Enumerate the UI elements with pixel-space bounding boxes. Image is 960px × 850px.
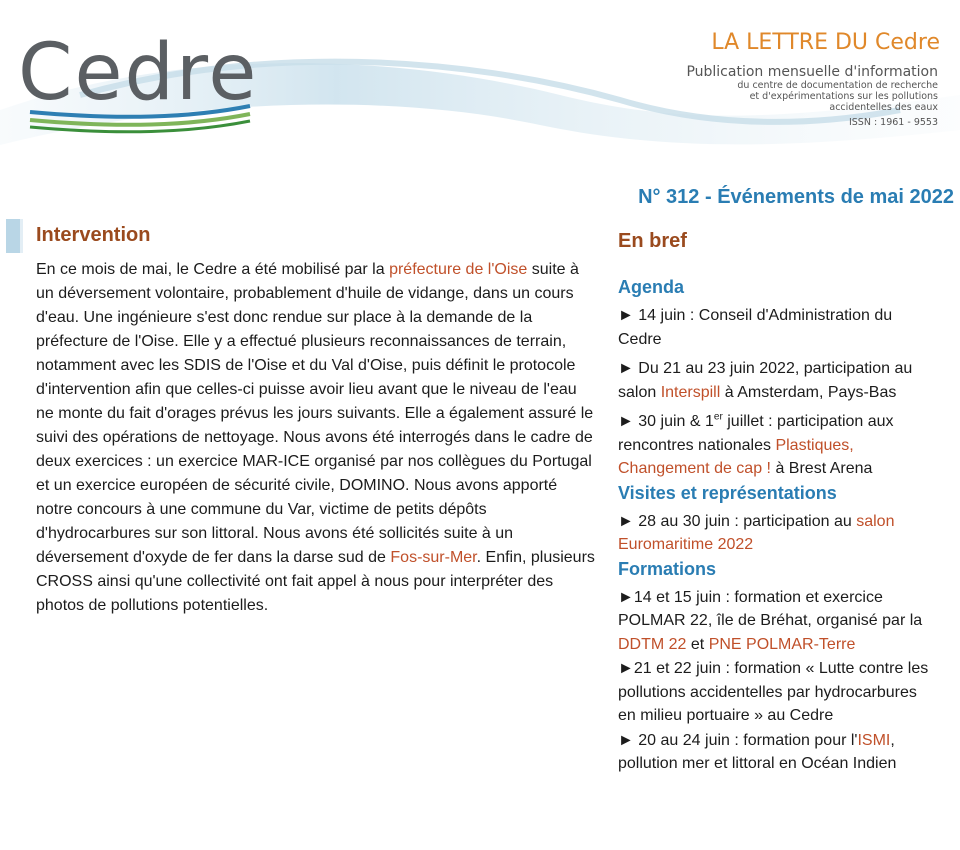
section-marker [6,219,20,253]
formations-item: ►21 et 22 juin : formation « Lutte contre les pollutions accidentelles par hydrocarbures en milieu portuaire » au Cedre [618,660,929,724]
pub-line-1: du centre de documentation de recherche [737,80,938,91]
publication-info [686,64,938,128]
euromaritime-link[interactable]: salon Euromaritime 2022 [618,512,895,553]
pne-polmar-link[interactable]: PNE POLMAR-Terre [708,635,856,653]
formations-item-text: , pollution mer et littoral en Océan Indien [618,731,897,772]
issue-title: N° 312 - Événements de mai 2022 [638,186,954,208]
agenda-item [618,357,938,404]
formations-item-text: et [686,635,709,653]
pub-line-2: et d'expérimentations sur les pollutions [749,91,938,102]
formations-item [618,729,938,776]
ddtm-link[interactable]: DDTM 22 [618,635,687,653]
issn: ISSN : 1961 - 9553 [848,117,938,128]
agenda-item: ► 14 juin : Conseil d'Administration du Cedre [618,307,893,348]
lettre-title: LA LETTRE DU Cedre [711,30,940,55]
fos-sur-mer-link[interactable]: Fos-sur-Mer [390,549,477,566]
interspill-link[interactable]: Interspill [660,383,721,401]
agenda-item-text: ► 30 juin & 1 [618,413,714,430]
visites-item-text: ► 28 au 30 juin : participation au [618,512,857,530]
agenda-item-text: juillet : participation aux rencontres nationales [618,413,894,454]
superscript: er [713,411,723,423]
intervention-paragraph [36,258,596,618]
visites-item [618,510,938,557]
section-marker-accent [20,219,23,253]
formations-heading: Formations [618,558,717,579]
cedre-logo: Cedre [18,28,259,118]
intervention-text-1: En ce mois de mai, le Cedre a été mobilisé par la [36,261,390,278]
agenda-item [618,410,938,481]
formations-item [618,586,938,657]
agenda-item-text: à Brest Arena [771,460,873,477]
en-bref-column [618,230,938,777]
intervention-heading: Intervention [36,224,151,246]
pub-main-line: Publication mensuelle d'information [686,64,938,80]
agenda-heading: Agenda [618,277,685,297]
newsletter-header [0,0,960,180]
pub-line-3: accidentelles des eaux [829,102,938,113]
formations-item-text: ► 20 au 24 juin : formation pour l' [618,731,858,749]
visites-heading: Visites et représentations [618,482,837,503]
agenda-item-text: à Amsterdam, Pays-Bas [720,383,897,401]
intervention-text-3: . Enfin, plusieurs CROSS ainsi qu'une collectivité ont fait appel à nous pour interpréter des photos de pollutions potentielles. [36,549,595,614]
formations-item-text: ►14 et 15 juin : formation et exercice POLMAR 22, île de Bréhat, organisé par la [618,588,923,629]
prefecture-oise-link[interactable]: préfecture de l'Oise [389,261,528,278]
plastiques-link[interactable]: Plastiques, Changement de cap ! [618,436,854,477]
intervention-text-2: suite à un déversement volontaire, probablement d'huile de vidange, dans un cours d'eau. Une ingénieure s'est donc rendue sur place à la demande de la préfecture de l'Oise. Elle y a effectué plusieurs reconnaissances de terrain, notamment avec les SDIS de l'Oise et du Val d'Oise, puis définit le protocole d'intervention afin que celles-ci puisse avoir lieu avant que le niveau de l'eau ne monte du fait d'orages prévus les jours suivants. Elle a également assuré le suivi des opérations de nettoyage. Nous avons été interrogés dans le cadre de deux exercices : un exercice MAR-ICE organisé par nos collègues du Portugal et un exercice européen de sécurité civile, DOMINO. Nous avons apporté notre concours à une commune du Var, victime de petits dépôts d'hydrocarbures sur son littoral. Nous avons été sollicités suite à un déversement d'oxyde de fer dans la darse sud de [36,261,594,566]
ismi-link[interactable]: ISMI [857,731,891,749]
agenda-item-text: ► Du 21 au 23 juin 2022, participation au salon [618,360,913,401]
en-bref-heading: En bref [618,230,687,252]
